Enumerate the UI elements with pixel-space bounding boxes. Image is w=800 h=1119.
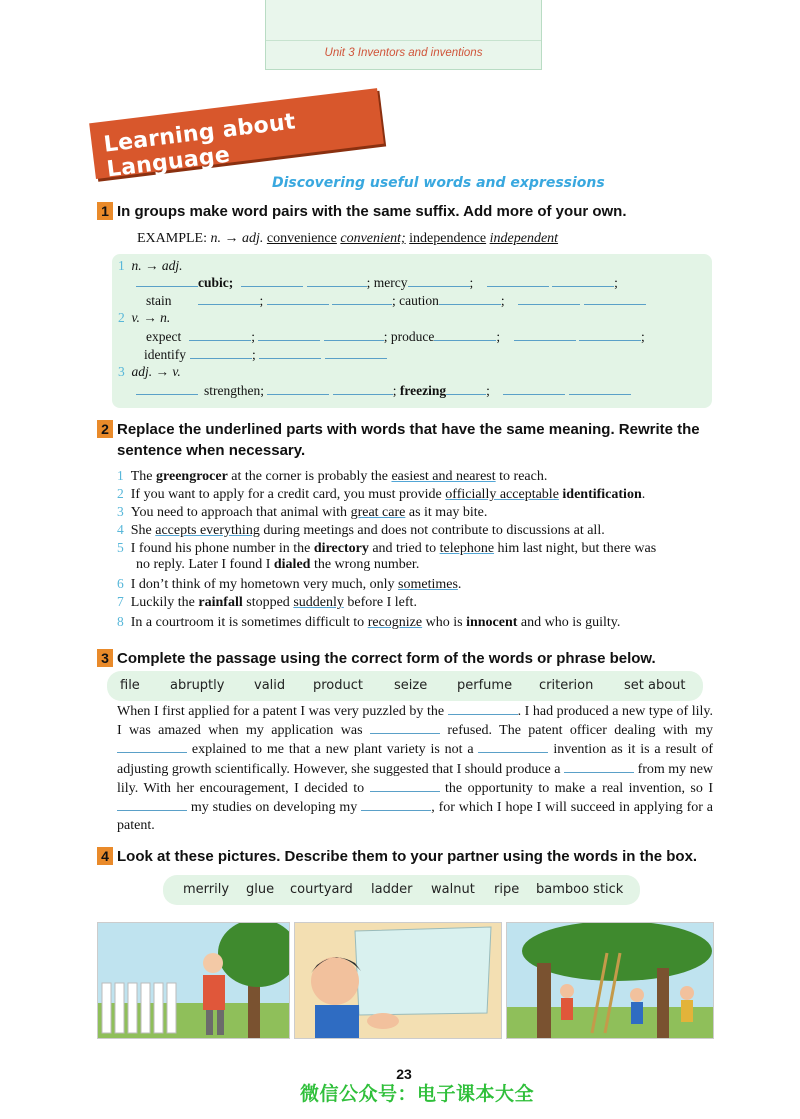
group-1-row-1: cubic; ; mercy ; ; bbox=[136, 274, 618, 291]
q2-sentence-continued: no reply. Later I found I dialed the wrong number. bbox=[136, 557, 420, 572]
q3-word: set about bbox=[624, 678, 686, 693]
q3-passage: When I first applied for a patent I was very puzzled by the . I had produced a new type of lily. I was amazed when my application was refused. The patent officer dealing with my explained to me that a new plant variety is not a invention as it is a result of adjusting growth scientifically. However, she suggested that I should produce a from my new lily. With her encouragement, I decided to the opportunity to make a real invention, so I my studies on developing my , for which I hope I will succeed in applying for a patent. bbox=[117, 704, 714, 834]
q1-number: 1 bbox=[97, 202, 113, 220]
q2-sentence: 7 Luckily the rainfall stopped suddenly before I left. bbox=[117, 594, 417, 610]
example-pattern: n. → adj. bbox=[210, 231, 264, 246]
q4-word: glue bbox=[246, 882, 275, 897]
banner-title: Learning about Language bbox=[102, 109, 298, 183]
q3-word: criterion bbox=[539, 678, 594, 693]
q4-title: Look at these pictures. Describe them to your partner using the words in the box. bbox=[117, 848, 698, 865]
illustration-boy-with-poster bbox=[294, 922, 502, 1039]
q2-sentence: 4 She accepts everything during meetings and does not contribute to discussions at all. bbox=[117, 522, 605, 538]
q4-word: ripe bbox=[494, 882, 520, 897]
example-word: convenience bbox=[266, 231, 337, 246]
q4-number: 4 bbox=[97, 847, 113, 865]
group-2-row-1: expect ; ; produce ; ; bbox=[146, 329, 645, 344]
q4-word-box bbox=[163, 875, 640, 905]
example-word: convenient; bbox=[340, 231, 406, 246]
q4-word: courtyard bbox=[290, 882, 353, 897]
group-2-row-2: identify ; bbox=[136, 346, 387, 363]
example-word: independence bbox=[409, 231, 487, 246]
q2-sentence: 3 You need to approach that animal with great care as it may bite. bbox=[117, 504, 488, 520]
group-3-header: 3 adj. → v. bbox=[118, 364, 181, 379]
illustration-children-picking-walnuts bbox=[506, 922, 714, 1039]
q3-word: perfume bbox=[457, 678, 513, 693]
q2-sentence: 6 I don’t think of my hometown very much, only sometimes. bbox=[117, 576, 462, 592]
q3-word: product bbox=[313, 678, 364, 693]
page-number: 23 bbox=[396, 1066, 412, 1082]
q3-word-box bbox=[107, 671, 703, 701]
example-word: independent bbox=[489, 231, 559, 246]
q4-word: merrily bbox=[183, 882, 230, 897]
watermark: 微信公众号：电子课本大全 bbox=[300, 1083, 535, 1105]
q3-title: Complete the passage using the correct form of the words or phrase below. bbox=[117, 650, 656, 667]
q3-heading bbox=[97, 649, 656, 668]
q2-number: 2 bbox=[97, 420, 113, 438]
q2-sentence: 2 If you want to apply for a credit card, you must provide officially acceptable identification. bbox=[117, 486, 646, 502]
q4-word: bamboo stick bbox=[536, 882, 624, 897]
q2-title-line-1: Replace the underlined parts with words that have the same meaning. Rewrite the bbox=[117, 421, 700, 438]
q2-sentence: 8 In a courtroom it is sometimes difficult to recognize who is innocent and who is guilty. bbox=[117, 614, 621, 630]
q4-word: walnut bbox=[431, 882, 475, 897]
q3-word: abruptly bbox=[170, 678, 225, 693]
header-divider bbox=[266, 40, 541, 41]
q3-word: file bbox=[120, 678, 140, 693]
q1-heading bbox=[97, 202, 627, 221]
section-banner bbox=[89, 88, 384, 183]
q4-heading bbox=[97, 847, 697, 866]
q3-number: 3 bbox=[97, 649, 113, 667]
q1-example bbox=[137, 231, 558, 247]
q2-sentence: 5 I found his phone number in the directory and tried to telephone him last night, but there was bbox=[117, 540, 657, 556]
unit-title: Unit 3 Inventors and inventions bbox=[324, 47, 483, 59]
unit-header-tab bbox=[265, 0, 542, 70]
group-1-header: 1 n. → adj. bbox=[118, 258, 183, 273]
subheading: Discovering useful words and expressions bbox=[272, 175, 605, 191]
q3-word: valid bbox=[254, 678, 286, 693]
q4-word: ladder bbox=[371, 882, 413, 897]
group-1-row-2: stain ; ; caution ; bbox=[136, 292, 646, 309]
q1-title: In groups make word pairs with the same suffix. Add more of your own. bbox=[117, 203, 627, 220]
illustration-old-man-walnut-tree bbox=[97, 922, 290, 1039]
group-3-row-1: strengthen; ; freezing ; bbox=[136, 382, 631, 399]
q2-title-line-2: sentence when necessary. bbox=[117, 442, 306, 459]
group-2-header: 2 v. → n. bbox=[118, 310, 171, 325]
q2-sentence: 1 The greengrocer at the corner is probably the easiest and nearest to reach. bbox=[117, 468, 548, 484]
q1-word-pairs-box bbox=[112, 254, 712, 408]
example-label: EXAMPLE: bbox=[137, 231, 207, 246]
q3-word: seize bbox=[394, 678, 428, 693]
q2-heading bbox=[97, 420, 717, 439]
